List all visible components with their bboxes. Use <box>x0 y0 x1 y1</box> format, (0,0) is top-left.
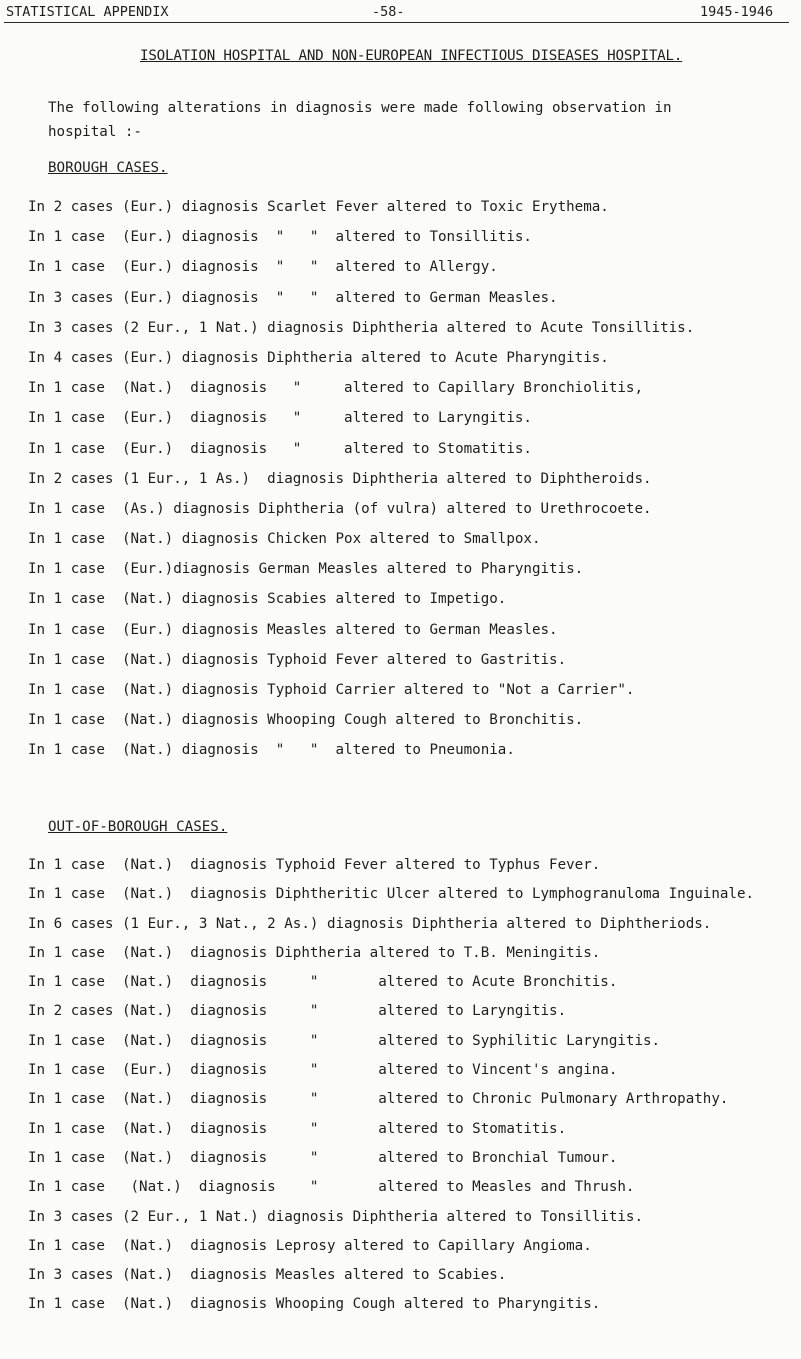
case-entry: In 1 case (Nat.) diagnosis Diphtheritic Ulcer altered to Lymphogranuloma Inguinale. <box>28 886 755 903</box>
case-entry: In 1 case (Nat.) diagnosis Diphtheria altered to T.B. Meningitis. <box>28 944 601 961</box>
case-entry: In 1 case (Nat.) diagnosis " altered to Measles and Thrush. <box>28 1179 635 1196</box>
document-title: ISOLATION HOSPITAL AND NON-EUROPEAN INFECTIOUS DISEASES HOSPITAL. <box>140 48 683 64</box>
borough-cases-list <box>28 199 694 773</box>
header-appendix-label: STATISTICAL APPENDIX <box>6 4 169 20</box>
case-entry: In 2 cases (Eur.) diagnosis Scarlet Fever altered to Toxic Erythema. <box>28 199 609 215</box>
case-entry: In 1 case (Eur.) diagnosis " " altered to Allergy. <box>28 259 498 276</box>
case-entry: In 1 case (Nat.) diagnosis " altered to Stomatitis. <box>28 1120 567 1137</box>
case-entry: In 1 case (Nat.) diagnosis " altered to Acute Bronchitis. <box>28 974 618 991</box>
page-header <box>0 4 801 24</box>
case-entry: In 4 cases (Eur.) diagnosis Diphtheria altered to Acute Pharyngitis. <box>28 349 609 366</box>
case-entry: In 1 case (Eur.)diagnosis German Measles altered to Pharyngitis. <box>28 561 584 578</box>
case-entry: In 1 case (Nat.) diagnosis " altered to Bronchial Tumour. <box>28 1149 618 1166</box>
case-entry: In 3 cases (Nat.) diagnosis Measles altered to Scabies. <box>28 1267 507 1284</box>
case-entry: In 1 case (Eur.) diagnosis " altered to Laryngitis. <box>28 410 532 427</box>
case-entry: In 1 case (Nat.) diagnosis Whooping Cough altered to Bronchitis. <box>28 712 584 729</box>
header-year: 1945-1946 <box>700 4 774 20</box>
case-entry: In 1 case (Eur.) diagnosis " altered to Stomatitis. <box>28 440 532 457</box>
out-of-borough-cases-heading: OUT-OF-BOROUGH CASES. <box>48 819 228 835</box>
intro-paragraph: The following alterations in diagnosis were made following observation in hospital :- <box>48 100 672 140</box>
case-entry: In 2 cases (1 Eur., 1 As.) diagnosis Diphtheria altered to Diphtheroids. <box>28 470 652 487</box>
case-entry: In 1 case (Nat.) diagnosis Typhoid Fever altered to Typhus Fever. <box>28 857 601 873</box>
case-entry: In 1 case (Eur.) diagnosis " " altered to Tonsillitis. <box>28 229 532 246</box>
header-rule <box>4 22 789 23</box>
case-entry: In 1 case (Nat.) diagnosis Whooping Cough altered to Pharyngitis. <box>28 1296 601 1313</box>
case-entry: In 1 case (Nat.) diagnosis " altered to Syphilitic Laryngitis. <box>28 1032 661 1049</box>
case-entry: In 3 cases (2 Eur., 1 Nat.) diagnosis Diphtheria altered to Acute Tonsillitis. <box>28 319 695 336</box>
case-entry: In 6 cases (1 Eur., 3 Nat., 2 As.) diagnosis Diphtheria altered to Diphtheriods. <box>28 915 712 932</box>
out-of-borough-cases-list <box>28 857 754 1326</box>
case-entry: In 1 case (Eur.) diagnosis " altered to Vincent's angina. <box>28 1062 618 1079</box>
case-entry: In 1 case (Eur.) diagnosis Measles altered to German Measles. <box>28 621 558 638</box>
case-entry: In 1 case (Nat.) diagnosis Leprosy altered to Capillary Angioma. <box>28 1237 592 1254</box>
case-entry: In 1 case (Nat.) diagnosis Typhoid Carrier altered to "Not a Carrier". <box>28 682 635 698</box>
case-entry: In 1 case (Nat.) diagnosis Chicken Pox altered to Smallpox. <box>28 531 541 548</box>
case-entry: In 2 cases (Nat.) diagnosis " altered to Laryngitis. <box>28 1003 567 1020</box>
case-entry: In 1 case (Nat.) diagnosis " " altered to Pneumonia. <box>28 742 515 759</box>
borough-cases-heading: BOROUGH CASES. <box>48 160 168 176</box>
case-entry: In 3 cases (2 Eur., 1 Nat.) diagnosis Diphtheria altered to Tonsillitis. <box>28 1208 643 1225</box>
page-number: -58- <box>372 4 405 20</box>
case-entry: In 1 case (As.) diagnosis Diphtheria (of vulra) altered to Urethrocoete. <box>28 500 652 517</box>
case-entry: In 3 cases (Eur.) diagnosis " " altered to German Measles. <box>28 289 558 306</box>
case-entry: In 1 case (Nat.) diagnosis " altered to Capillary Bronchiolitis, <box>28 380 643 397</box>
case-entry: In 1 case (Nat.) diagnosis " altered to Chronic Pulmonary Arthropathy. <box>28 1091 729 1108</box>
case-entry: In 1 case (Nat.) diagnosis Scabies altered to Impetigo. <box>28 591 507 608</box>
case-entry: In 1 case (Nat.) diagnosis Typhoid Fever altered to Gastritis. <box>28 651 567 668</box>
